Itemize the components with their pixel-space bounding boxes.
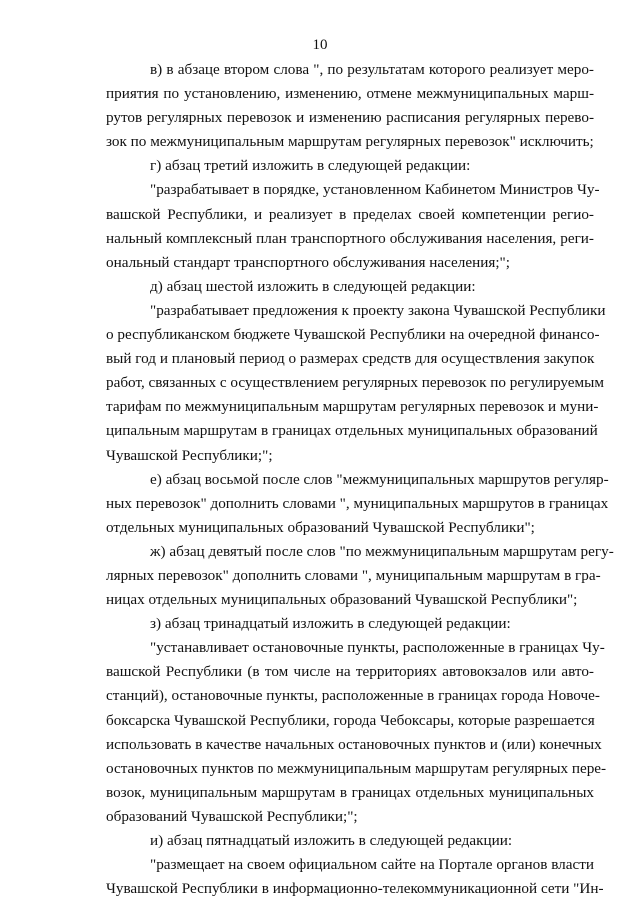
- document-body: [106, 58, 614, 901]
- paragraph: [106, 58, 594, 154]
- text-line: о республиканском бюджете Чувашской Республики на очередной финансо-: [106, 326, 600, 344]
- paragraph: [106, 612, 594, 636]
- text-line: ных перевозок" дополнить словами ", муниципальных маршрутов в границах: [106, 494, 609, 512]
- paragraph: [106, 829, 594, 853]
- paragraph: [106, 299, 606, 468]
- text-line: образований Чувашской Республики;";: [106, 807, 358, 825]
- text-line: вашской Республики (в том числе на территориях автовокзалов или авто-: [106, 663, 594, 681]
- text-line: ципальным маршрутам в границах отдельных муниципальных образований: [106, 422, 598, 440]
- text-line: д) абзац шестой изложить в следующей редакции:: [150, 277, 476, 295]
- text-line: ж) абзац девятый после слов "по межмуниципальным маршрутам регу-: [150, 542, 614, 560]
- text-line: з) абзац тринадцатый изложить в следующей редакции:: [150, 615, 511, 633]
- text-line: работ, связанных с осуществлением регулярных перевозок по регулируемым: [106, 374, 604, 392]
- text-line: боксарска Чувашской Республики, города Чебоксары, которые разрешается: [106, 711, 595, 729]
- text-line: "устанавливает остановочные пункты, расположенные в границах Чу-: [150, 639, 605, 657]
- text-line: отдельных муниципальных образований Чувашской Республики";: [106, 518, 535, 536]
- text-line: нальный комплексный план транспортного обслуживания населения, реги-: [106, 229, 594, 247]
- text-line: зок по межмуниципальным маршрутам регулярных перевозок" исключить;: [106, 133, 594, 151]
- paragraph: [106, 275, 594, 299]
- paragraph: [106, 468, 609, 540]
- paragraph: [106, 540, 614, 612]
- text-line: "размещает на своем официальном сайте на Портале органов власти: [150, 856, 594, 874]
- text-line: приятия по установлению, изменению, отмене межмуниципальных марш-: [106, 85, 594, 103]
- text-line: вый год и плановый период о размерах средств для осуществления закупок: [106, 350, 595, 368]
- text-line: в) в абзаце втором слова ", по результатам которого реализует меро-: [150, 61, 594, 78]
- text-line: ональный стандарт транспортного обслуживания населения;";: [106, 253, 510, 271]
- page-number: 10: [312, 37, 328, 53]
- text-line: Чувашской Республики;";: [106, 446, 273, 464]
- text-line: и) абзац пятнадцатый изложить в следующей редакции:: [150, 832, 513, 849]
- text-line: лярных перевозок" дополнить словами ", муниципальным маршрутам в гра-: [106, 566, 601, 584]
- text-line: возок, муниципальным маршрутам в границах отдельных муниципальных: [106, 783, 594, 801]
- text-line: вашской Республики, и реализует в пределах своей компетенции регио-: [106, 205, 594, 223]
- text-line: рутов регулярных перевозок и изменению расписания регулярных перево-: [106, 109, 594, 127]
- text-line: остановочных пунктов по межмуниципальным маршрутам регулярных пере-: [106, 759, 607, 777]
- text-line: тарифам по межмуниципальным маршрутам регулярных перевозок и муни-: [106, 398, 599, 416]
- paragraph: [106, 853, 604, 901]
- paragraph: [106, 636, 607, 829]
- text-line: использовать в качестве начальных остановочных пунктов и (или) конечных: [106, 735, 602, 753]
- text-line: Чувашской Республики в информационно-телекоммуникационной сети "Ин-: [106, 880, 604, 898]
- paragraph: [106, 154, 594, 178]
- text-line: е) абзац восьмой после слов "межмуниципальных маршрутов регуляр-: [150, 470, 609, 488]
- text-line: станций), остановочные пункты, расположенные в границах города Новоче-: [106, 687, 600, 705]
- text-line: "разрабатывает предложения к проекту закона Чувашской Республики: [150, 301, 606, 319]
- paragraph: [106, 178, 600, 274]
- text-line: г) абзац третий изложить в следующей редакции:: [150, 157, 471, 175]
- text-line: "разрабатывает в порядке, установленном Кабинетом Министров Чу-: [150, 181, 600, 199]
- text-line: ницах отдельных муниципальных образований Чувашской Республики";: [106, 591, 578, 609]
